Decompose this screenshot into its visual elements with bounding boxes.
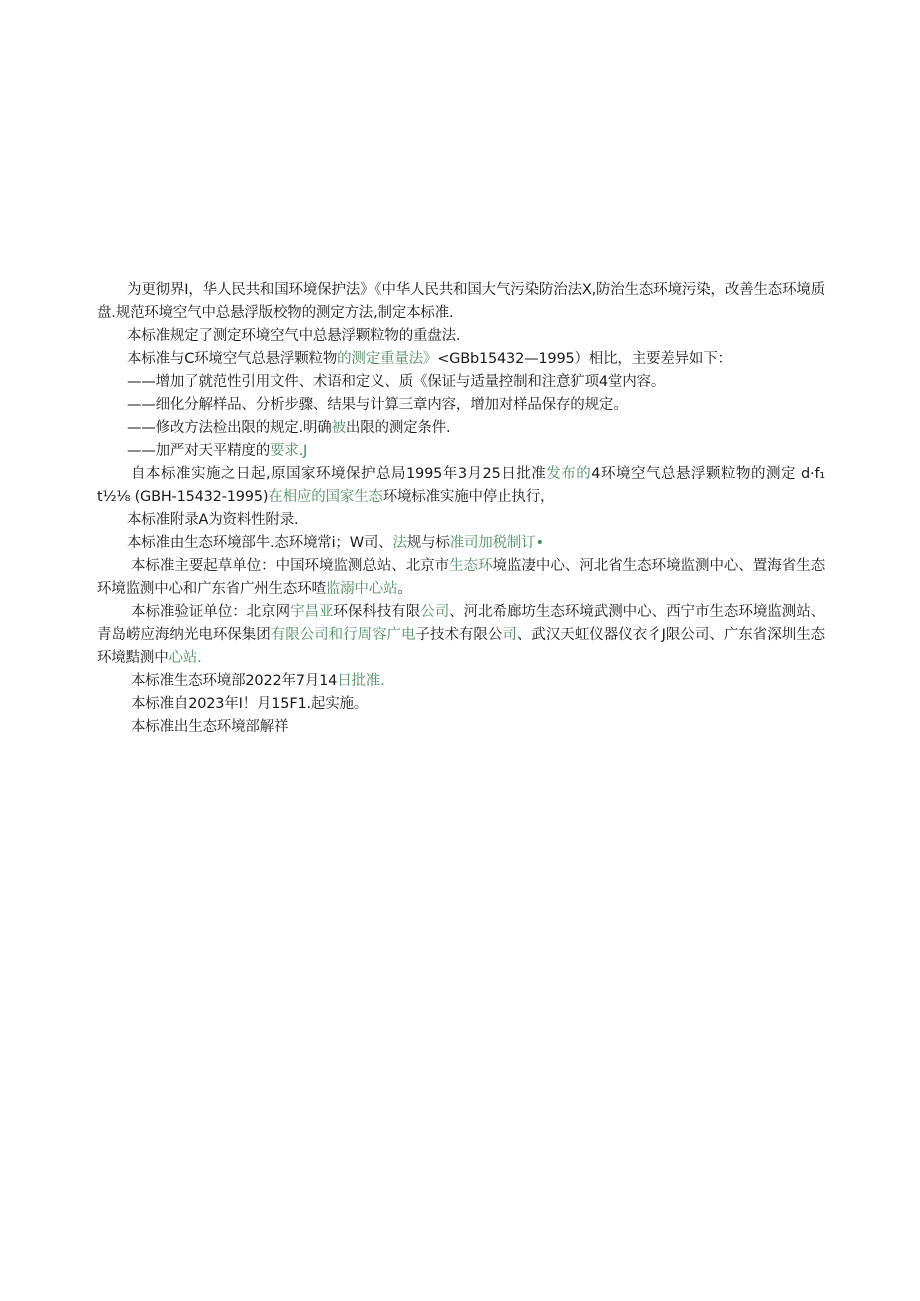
foreword-paragraph (97, 371, 825, 394)
text-run: 法 (392, 535, 407, 551)
foreword-paragraph (97, 325, 825, 348)
text-run: 的测定重量法》 (337, 351, 438, 367)
text-run: 日批准. (337, 673, 385, 689)
text-run: 司 (502, 627, 517, 643)
text-run: ——修改方法检出限的规定.明确 (127, 420, 332, 436)
text-run: 准司加税制订• (449, 535, 544, 551)
text-run: 本标准验证单位：北京网 (131, 604, 291, 620)
text-run: <GBb15432—1995）相比，主要差异如下： (437, 351, 732, 367)
text-run: 、武汉天虹仪器仪衣彳J限公司、广东省深圳生态环境黠测中 (97, 627, 825, 666)
foreword-paragraph (97, 693, 825, 716)
text-run: 生态环 (449, 558, 493, 574)
text-run: 宇昌亚 (290, 604, 334, 620)
text-run: 本标准附录A为资料性附录. (127, 512, 299, 528)
foreword-paragraph (97, 601, 825, 670)
text-run: 。 (397, 581, 412, 597)
text-run: 要求.J (270, 443, 308, 459)
text-run: 监溺中心站 (325, 581, 398, 597)
text-run: 环境标准实施中停止执行， (382, 489, 555, 505)
foreword-paragraph (97, 716, 825, 739)
foreword-paragraph (97, 279, 825, 325)
text-run: ——细化分解样品、分析步骤、结果与计算三章内容，增加对样品保存的规定。 (127, 397, 628, 413)
foreword-paragraph (97, 394, 825, 417)
foreword-paragraph (97, 509, 825, 532)
text-run: 本标准生态环境部2022年7月14 (131, 673, 338, 689)
text-run: 自本标准实施之日起,原国家环境保护总局1995年3月25日批准 (131, 466, 547, 482)
foreword-paragraph (97, 555, 825, 601)
text-run: 为更彻界I，华人民共和国环境保护法》《中华人民共和国大气污染防治法X,防治生态环境污染，改善生态环境质盘.规范环境空气中总悬浮版校物的测定方法,制定本标准. (97, 282, 825, 321)
text-run: 规与标 (406, 535, 450, 551)
text-run: 子技术有限公 (415, 627, 503, 643)
text-run: 有限公司和行周容广电 (270, 627, 416, 643)
text-run: 出限的测定条件. (345, 420, 451, 436)
foreword-paragraph (97, 532, 825, 555)
text-run: 环保科技有限 (333, 604, 421, 620)
foreword-paragraph (97, 440, 825, 463)
foreword-body (97, 279, 825, 739)
foreword-paragraph (97, 670, 825, 693)
text-run: 公司 (420, 604, 450, 620)
text-run: 、河北希廊坊生态环境武测中心、西宁市生态环境监测站、青岛崂应海纳光电环保集团 (97, 604, 825, 643)
text-run: ——增加了就范性引用文件、术语和定义、质《保证与适量控制和注意犷项4堂内容。 (127, 374, 666, 390)
text-run: 发布的 (546, 466, 592, 482)
foreword-paragraph (97, 463, 825, 509)
text-run: ——加严对天平精度的 (127, 443, 270, 459)
text-run: 心站. (168, 650, 202, 666)
text-run: 本标准自2023年I！月15F1.起实施。 (131, 696, 369, 712)
foreword-paragraph (97, 417, 825, 440)
text-run: 本标准规定了测定环境空气中总悬浮颗粒物的重盘法. (127, 328, 461, 344)
text-run: 被 (331, 420, 346, 436)
foreword-paragraph (97, 348, 825, 371)
text-run: 本标准主要起草单位：中国环境监测总站、北京市 (131, 558, 450, 574)
text-run: 境监凄中心、河北省生态环境监测中心、置海省生态环境监测中心和广东省广州生态环喳 (97, 558, 825, 597)
text-run: 本标准出生态环境部解祥 (131, 719, 289, 735)
text-run: 在相应的国家生态 (268, 489, 383, 505)
text-run: 本标准由生态环境部牛.态环境常i；W司、 (127, 535, 393, 551)
text-run: 本标准与C环境空气总悬浮颗粒物 (127, 351, 338, 367)
text-run: 4环境空气总悬浮颗粒物的测定 d·f₁ t½⅛ (GBH-15432-1995) (97, 466, 825, 505)
